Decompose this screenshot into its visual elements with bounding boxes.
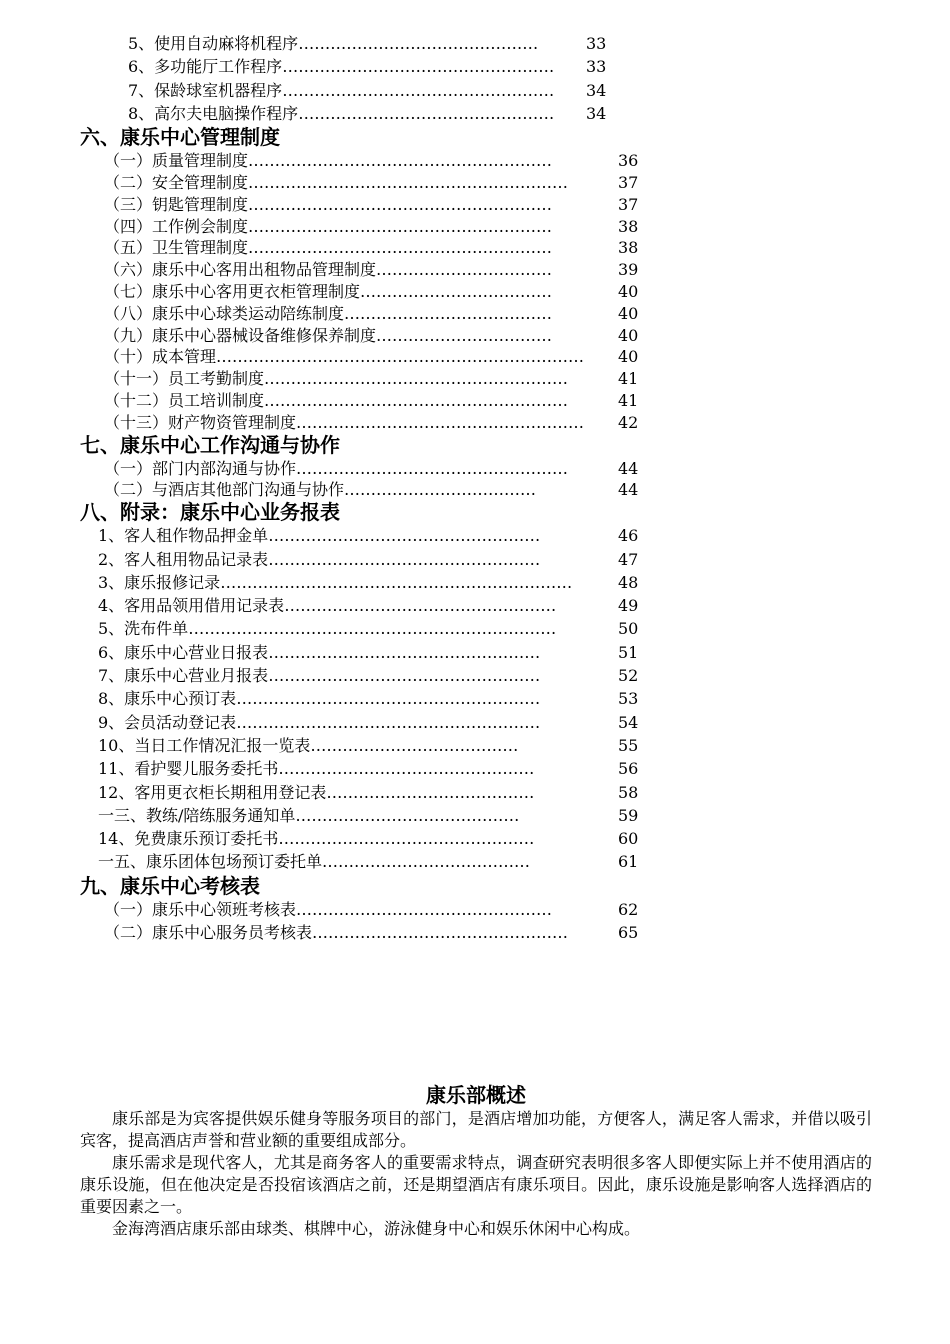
toc-page-number: 36: [618, 151, 639, 171]
toc-entry-label: （十二）员工培训制度: [104, 391, 265, 410]
toc-entry[interactable]: [128, 104, 606, 124]
toc-entry[interactable]: [104, 413, 638, 433]
toc-page-number: 34: [586, 80, 607, 100]
toc-entry-label: 5、洗布件单: [98, 619, 189, 639]
toc-leader-dots: ……………………………………: [295, 805, 520, 825]
toc-leader-dots: …………………………………………………: [248, 151, 553, 171]
toc-entry-label: （五）卫生管理制度: [104, 238, 249, 258]
toc-page-number: 61: [618, 852, 639, 872]
toc-entry-label: （六）康乐中心客用出租物品管理制度: [104, 260, 377, 280]
toc-page-number: 40: [618, 325, 639, 345]
toc-entry-label: 10、当日工作情况汇报一览表: [98, 735, 311, 755]
toc-leader-dots: ……………………………………………: [284, 596, 557, 616]
toc-entry-label: 7、保龄球室机器程序: [128, 80, 283, 100]
toc-page-number: 38: [618, 216, 639, 236]
toc-entry-label: （十一）员工考勤制度: [104, 369, 265, 389]
toc-page-number: 40: [618, 347, 639, 367]
toc-entry-label: 9、会员活动登记表: [98, 712, 237, 732]
toc-entry[interactable]: [98, 596, 638, 616]
toc-page-number: 42: [618, 412, 639, 432]
toc-page-number: 52: [618, 666, 639, 685]
toc-entry[interactable]: [104, 391, 638, 411]
toc-entry[interactable]: [98, 643, 638, 663]
toc-entry-label: 8、康乐中心预订表: [98, 689, 237, 709]
toc-page-number: 55: [618, 735, 639, 755]
toc-leader-dots: …………………………………………………: [236, 712, 541, 732]
toc-leader-dots: ……………………………………………: [268, 666, 541, 685]
toc-page-number: 33: [586, 57, 607, 77]
toc-entry-label: （二）康乐中心服务员考核表: [104, 923, 313, 942]
toc-leader-dots: …………………………………………………: [248, 194, 553, 214]
overview-title: 康乐部概述: [426, 1083, 526, 1107]
toc-entry[interactable]: [104, 347, 638, 367]
toc-page-number: 59: [618, 805, 639, 825]
toc-entry[interactable]: [98, 713, 638, 733]
toc-entry[interactable]: [98, 619, 638, 639]
toc-leader-dots: …………………………………………………: [248, 216, 553, 236]
toc-leader-dots: …………………………………: [310, 735, 519, 755]
toc-page-number: 65: [618, 923, 639, 942]
toc-entry-label: （七）康乐中心客用更衣柜管理制度: [104, 282, 361, 301]
toc-entry[interactable]: [104, 459, 638, 479]
overview-section: [80, 1082, 872, 1240]
toc-entry[interactable]: [128, 81, 606, 101]
toc-entry[interactable]: [104, 260, 638, 280]
toc-page-number: 41: [618, 369, 639, 389]
toc-section-heading[interactable]: 七、康乐中心工作沟通与协作: [80, 432, 340, 457]
toc-page-number: 38: [618, 238, 639, 258]
toc-leader-dots: ………………………………: [344, 480, 537, 500]
toc-page-number: 44: [618, 458, 639, 478]
toc-page-number: 37: [618, 194, 639, 214]
toc-entry[interactable]: [128, 34, 606, 54]
toc-page-number: 46: [618, 526, 639, 546]
toc-entry-label: （四）工作例会制度: [104, 216, 249, 236]
toc-entry[interactable]: [104, 326, 638, 346]
toc-entry-label: 3、康乐报修记录: [98, 572, 221, 592]
toc-entry[interactable]: [104, 369, 638, 389]
toc-entry[interactable]: [98, 526, 638, 546]
toc-entry[interactable]: [104, 195, 638, 215]
toc-leader-dots: ……………………………………………………: [248, 173, 569, 192]
toc-entry-label: 2、客人租用物品记录表: [98, 549, 269, 569]
toc-leader-dots: ……………………………………………: [282, 80, 555, 100]
toc-entry[interactable]: [98, 736, 638, 756]
toc-leader-dots: …………………………………: [344, 303, 553, 323]
toc-entry-label: （二）与酒店其他部门沟通与协作: [104, 480, 345, 500]
toc-entry-label: 一三、教练/陪练服务通知单: [98, 805, 296, 825]
toc-entry-label: （十）成本管理: [104, 347, 217, 367]
toc-entry-label: （一）质量管理制度: [104, 151, 249, 171]
toc-page-number: 56: [618, 759, 639, 779]
toc-entry[interactable]: [104, 923, 638, 943]
toc-page-number: 48: [618, 572, 639, 592]
toc-entry-label: 12、客用更衣柜长期租用登记表: [98, 782, 327, 802]
toc-page-number: 40: [618, 303, 639, 323]
toc-page-number: 37: [618, 173, 639, 192]
toc-page-number: 34: [586, 103, 607, 123]
toc-entry[interactable]: [104, 304, 638, 324]
toc-leader-dots: …………………………………………………………: [220, 572, 573, 592]
toc-entry[interactable]: [98, 689, 638, 709]
toc-page-number: 51: [618, 642, 639, 662]
toc-section-heading[interactable]: 九、康乐中心考核表: [80, 873, 260, 898]
toc-page-number: 33: [586, 34, 607, 53]
toc-leader-dots: ………………………………: [360, 282, 553, 301]
toc-leader-dots: ………………………………………: [298, 34, 539, 53]
toc-leader-dots: …………………………………………: [278, 829, 535, 849]
toc-entry[interactable]: [98, 852, 638, 872]
toc-entry[interactable]: [98, 783, 638, 803]
toc-entry[interactable]: [104, 282, 638, 302]
toc-section-heading[interactable]: 六、康乐中心管理制度: [80, 125, 280, 150]
toc-entry-label: 11、看护婴儿服务委托书: [98, 759, 279, 779]
overview-paragraph: 金海湾酒店康乐部由球类、棋牌中心，游泳健身中心和娱乐休闲中心构成。: [112, 1219, 641, 1238]
toc-section-heading[interactable]: 八、附录：康乐中心业务报表: [80, 500, 340, 525]
toc-leader-dots: …………………………………………………: [264, 391, 569, 410]
toc-entry[interactable]: [104, 217, 638, 237]
toc-entry-label: （一）康乐中心领班考核表: [104, 899, 297, 919]
toc-page-number: 47: [618, 549, 639, 569]
toc-entry-label: 14、免费康乐预订委托书: [98, 829, 279, 849]
toc-entry[interactable]: [128, 57, 606, 77]
overview-paragraph: 康乐部是为宾客提供娱乐健身等服务项目的部门，是酒店增加功能，方便客人，满足客人需求，并借以吸引宾客，提高酒店声誉和营业额的重要组成部分。: [80, 1109, 872, 1150]
toc-page-number: 40: [618, 282, 639, 301]
toc-entry[interactable]: [98, 759, 638, 779]
toc-entry-label: 一五、康乐团体包场预订委托单: [98, 852, 323, 872]
toc-leader-dots: ………………………………………………: [296, 412, 585, 432]
toc-entry-label: （二）安全管理制度: [104, 173, 249, 192]
toc-entry-label: 7、康乐中心营业月报表: [98, 666, 269, 685]
toc-leader-dots: ……………………………………………………………: [216, 347, 585, 367]
toc-entry-label: 6、多功能厅工作程序: [128, 57, 283, 77]
toc-leader-dots: …………………………………………………: [236, 689, 541, 709]
toc-page-number: 41: [618, 391, 639, 410]
toc-leader-dots: …………………………………………: [278, 759, 535, 779]
toc-entry-label: 1、客人租作物品押金单: [98, 526, 269, 546]
toc-leader-dots: ……………………………………………: [268, 642, 541, 662]
toc-entry[interactable]: [98, 829, 638, 849]
toc-entry[interactable]: [98, 550, 638, 570]
toc-entry[interactable]: [104, 173, 638, 193]
toc-leader-dots: …………………………………………………: [264, 369, 569, 389]
toc-entry[interactable]: [104, 238, 638, 258]
toc-leader-dots: ……………………………: [376, 325, 553, 345]
toc-page-number: 39: [618, 260, 639, 280]
toc-leader-dots: ……………………………………………………………: [188, 619, 557, 639]
toc-leader-dots: …………………………………: [326, 782, 535, 802]
toc-entry-label: （十三）财产物资管理制度: [104, 412, 297, 432]
toc-leader-dots: ……………………………………………: [268, 526, 541, 546]
toc-entry-label: 8、高尔夫电脑操作程序: [128, 103, 299, 123]
toc-entry[interactable]: [104, 900, 638, 920]
toc-entry-label: 4、客用品领用借用记录表: [98, 596, 285, 616]
toc-page-number: 54: [618, 712, 639, 732]
toc-page-number: 53: [618, 689, 639, 709]
toc-page-number: 58: [618, 782, 639, 802]
toc-page-number: 49: [618, 596, 639, 616]
toc-leader-dots: …………………………………………: [296, 899, 553, 919]
toc-entry[interactable]: [98, 573, 638, 593]
toc-entry[interactable]: [104, 151, 638, 171]
toc-page-number: 62: [618, 899, 639, 919]
toc-page-number: 44: [618, 480, 639, 500]
toc-entry-label: 5、使用自动麻将机程序: [128, 34, 299, 53]
toc-entry-label: （三）钥匙管理制度: [104, 194, 249, 214]
toc-leader-dots: ……………………………………………: [296, 458, 569, 478]
toc-entry-label: （一）部门内部沟通与协作: [104, 458, 297, 478]
toc-leader-dots: …………………………………………: [312, 923, 569, 942]
toc-entry-label: （八）康乐中心球类运动陪练制度: [104, 303, 345, 323]
toc-entry[interactable]: [104, 480, 638, 500]
toc-leader-dots: …………………………………………: [298, 103, 555, 123]
toc-leader-dots: ……………………………………………: [282, 57, 555, 77]
toc-page-number: 60: [618, 829, 639, 849]
toc-leader-dots: …………………………………: [322, 852, 531, 872]
toc-leader-dots: ……………………………………………: [268, 549, 541, 569]
toc-leader-dots: …………………………………………………: [248, 238, 553, 258]
overview-paragraph: 康乐需求是现代客人，尤其是商务客人的重要需求特点，调查研究表明很多客人即便实际上并不使用酒店的康乐设施，但在他决定是否投宿该酒店之前，还是期望酒店有康乐项目。因此，康乐设施是影响客人选择酒店的重要因素之一。: [80, 1153, 872, 1216]
toc-entry-label: （九）康乐中心器械设备维修保养制度: [104, 325, 377, 345]
toc-entry[interactable]: [98, 666, 638, 686]
toc-leader-dots: ……………………………: [376, 260, 553, 280]
toc-entry-label: 6、康乐中心营业日报表: [98, 642, 269, 662]
toc-page-number: 50: [618, 619, 639, 639]
toc-entry[interactable]: [98, 806, 638, 826]
